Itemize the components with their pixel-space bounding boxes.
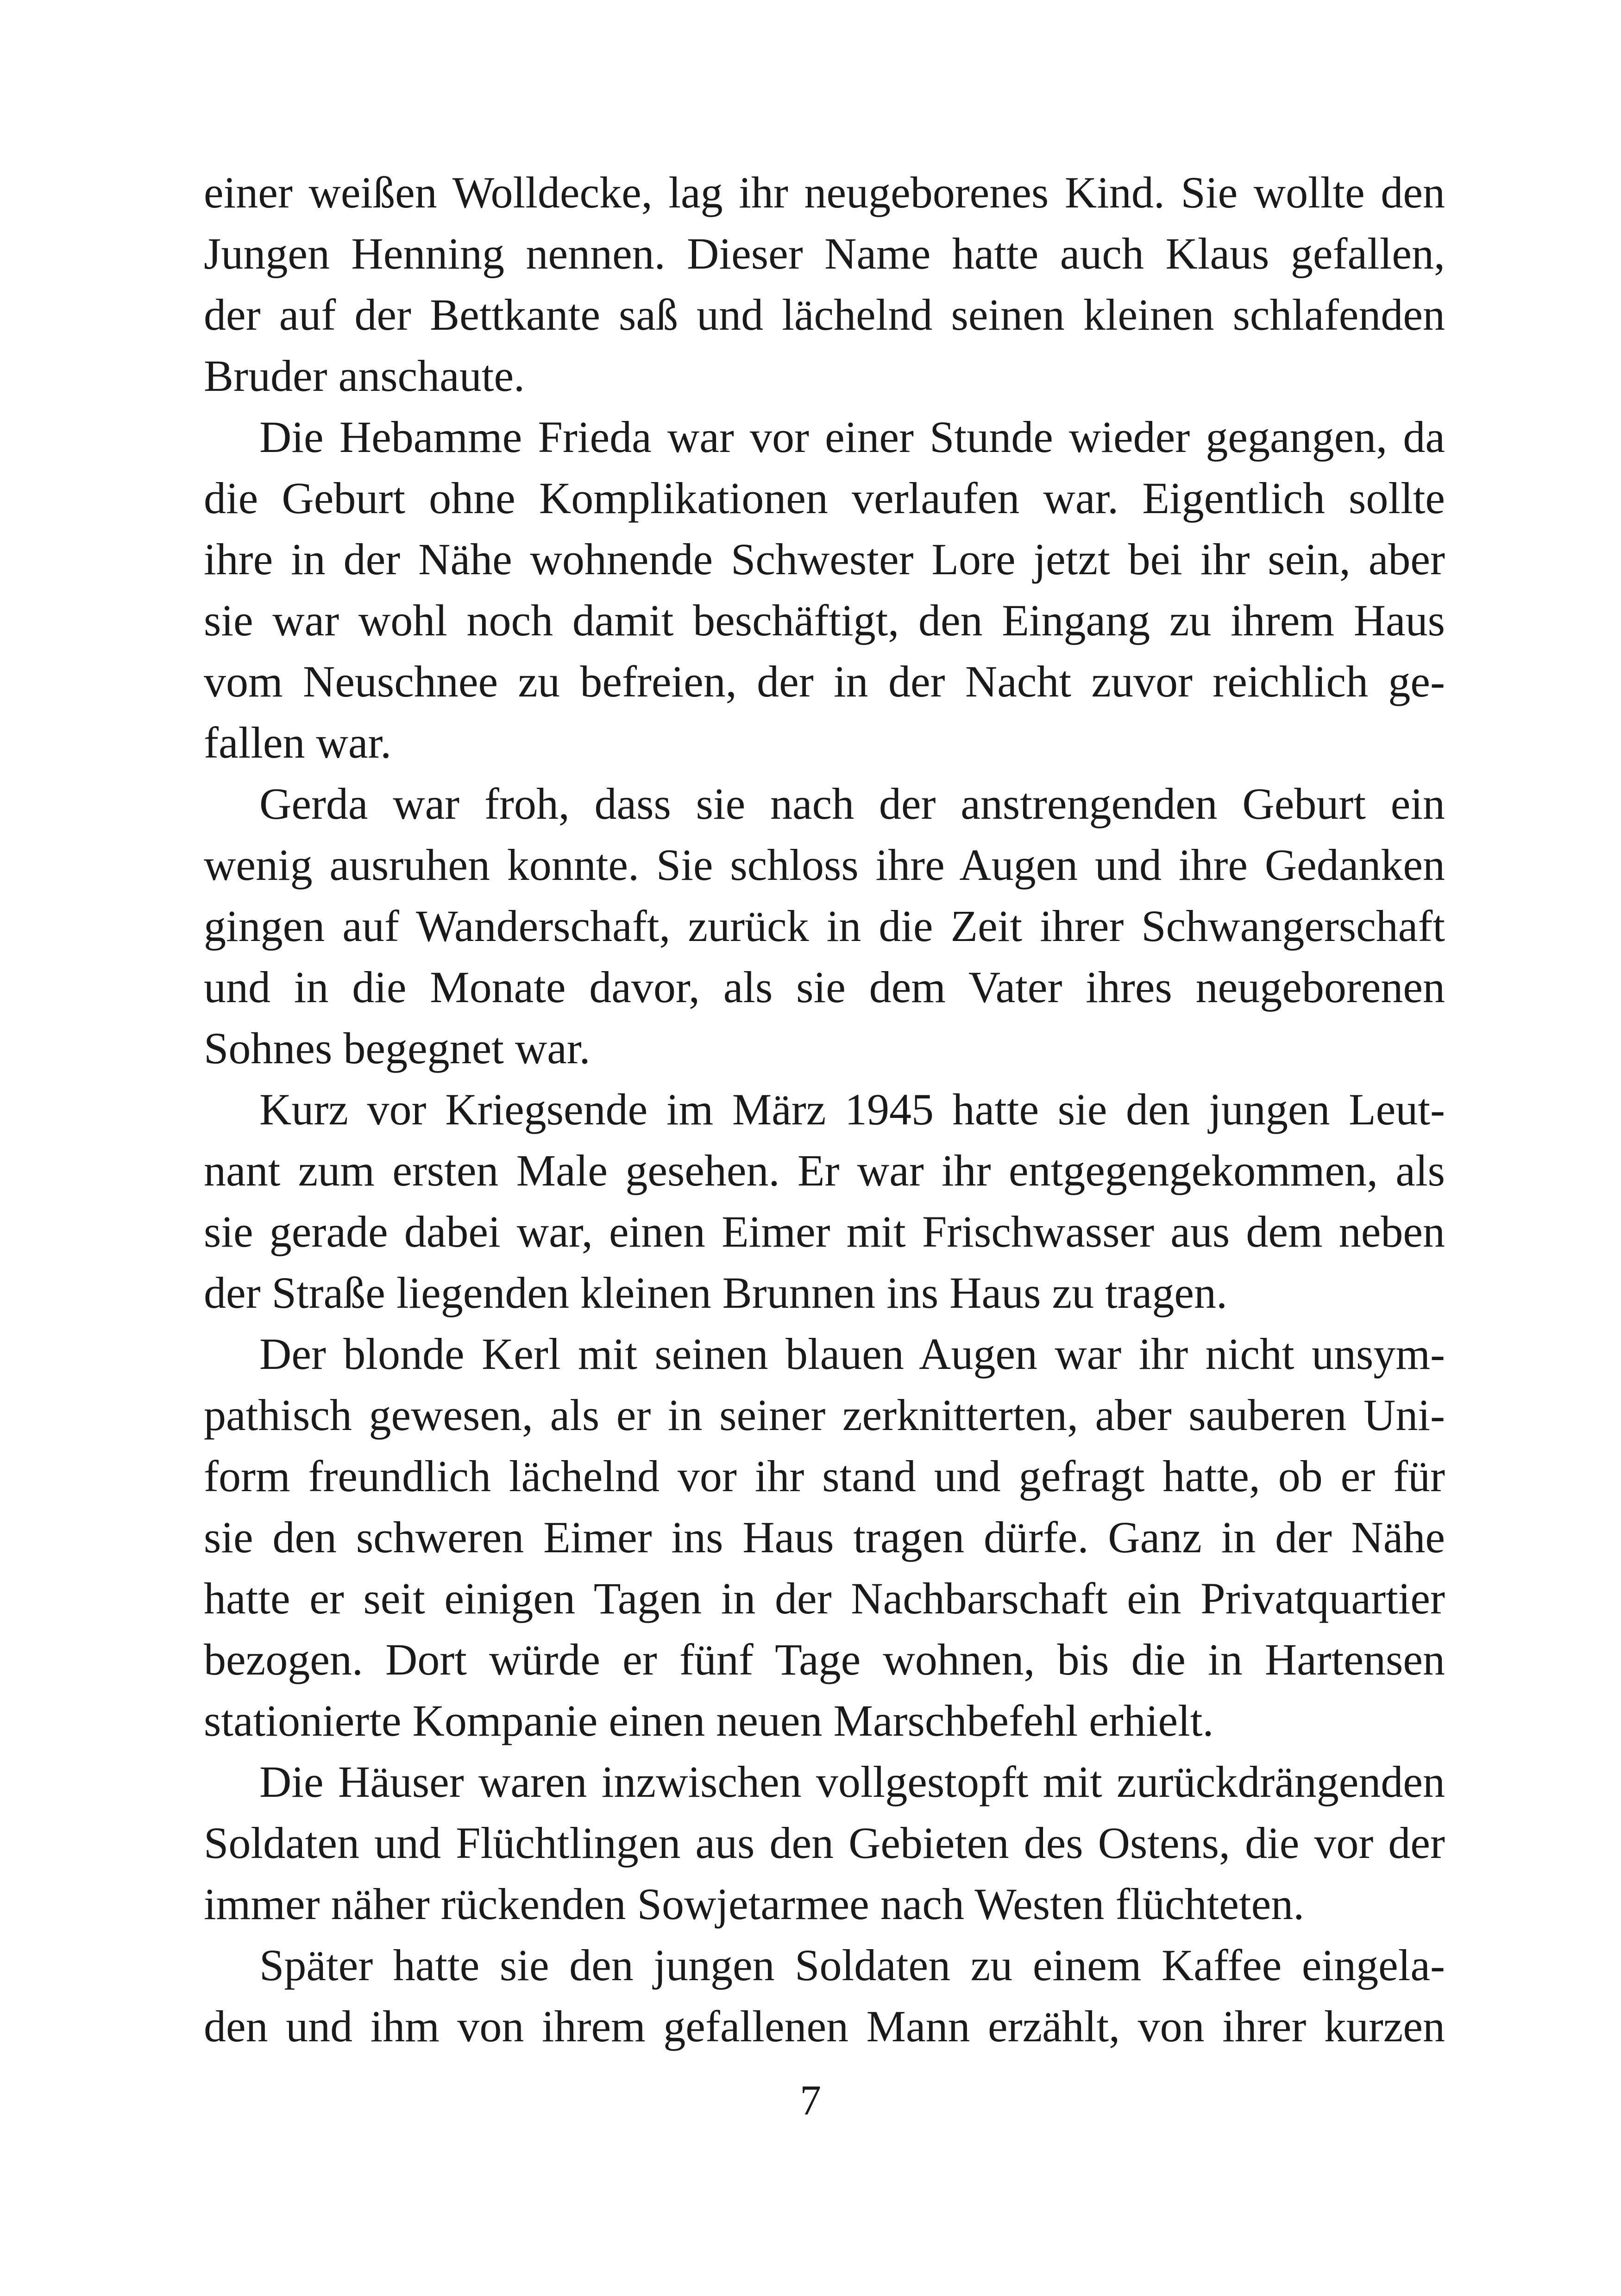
- text-line: bezogen. Dort würde er fünf Tage wohnen, bis die in Hartensen: [204, 1635, 1445, 1684]
- paragraph-4: [204, 1079, 1445, 1324]
- paragraph-2: [204, 407, 1445, 773]
- text-line: der Straße liegenden kleinen Brunnen ins Haus zu tragen.: [204, 1268, 1227, 1317]
- text-line: Die Häuser waren inzwischen vollgestopft mit zurückdrängenden: [259, 1757, 1445, 1807]
- text-line: immer näher rückenden Sowjetarmee nach Westen flüchteten.: [204, 1879, 1305, 1929]
- text-line: fallen war.: [204, 718, 392, 767]
- text-line: form freundlich lächelnd vor ihr stand und gefragt hatte, ob er für: [204, 1451, 1445, 1501]
- text-line: stationierte Kompanie einen neuen Marschbefehl erhielt.: [204, 1696, 1214, 1745]
- text-line: den und ihm von ihrem gefallenen Mann erzählt, von ihrer kurzen: [204, 2001, 1445, 2051]
- text-line: hatte er seit einigen Tagen in der Nachbarschaft ein Privatquartier: [204, 1574, 1445, 1623]
- paragraph-6: [204, 1751, 1445, 1935]
- text-line: Kurz vor Kriegsende im März 1945 hatte sie den jungen Leut-: [259, 1085, 1445, 1134]
- page-number: 7: [800, 2076, 821, 2124]
- text-line: die Geburt ohne Komplikationen verlaufen war. Eigentlich sollte: [204, 473, 1445, 523]
- text-line: Sohnes begegnet war.: [204, 1023, 591, 1073]
- text-line: sie war wohl noch damit beschäftigt, den Eingang zu ihrem Haus: [204, 596, 1445, 645]
- text-line: ihre in der Nähe wohnende Schwester Lore jetzt bei ihr sein, aber: [204, 534, 1445, 584]
- text-line: wenig ausruhen konnte. Sie schloss ihre Augen und ihre Gedanken: [204, 840, 1445, 890]
- text-line: sie den schweren Eimer ins Haus tragen dürfe. Ganz in der Nähe: [204, 1512, 1445, 1562]
- paragraph-3: [204, 773, 1445, 1079]
- text-line: Bruder anschaute.: [204, 351, 525, 401]
- text-line: pathisch gewesen, als er in seiner zerknitterten, aber sauberen Uni-: [204, 1390, 1445, 1440]
- text-line: Die Hebamme Frieda war vor einer Stunde wieder gegangen, da: [259, 412, 1445, 462]
- text-line: Jungen Henning nennen. Dieser Name hatte auch Klaus gefallen,: [204, 229, 1445, 278]
- text-line: vom Neuschnee zu befreien, der in der Nacht zuvor reichlich ge-: [204, 657, 1445, 706]
- text-line: Gerda war froh, dass sie nach der anstrengenden Geburt ein: [259, 779, 1445, 828]
- text-line: und in die Monate davor, als sie dem Vater ihres neugeborenen: [204, 962, 1445, 1012]
- paragraph-5: [204, 1324, 1445, 1751]
- body-text: [204, 162, 1445, 2057]
- text-line: einer weißen Wolldecke, lag ihr neugeborenes Kind. Sie wollte den: [204, 168, 1445, 217]
- paragraph-1: [204, 162, 1445, 407]
- text-line: sie gerade dabei war, einen Eimer mit Frischwasser aus dem neben: [204, 1207, 1445, 1256]
- paragraph-7: [204, 1935, 1445, 2057]
- text-line: Soldaten und Flüchtlingen aus den Gebieten des Ostens, die vor der: [204, 1818, 1445, 1868]
- text-line: nant zum ersten Male gesehen. Er war ihr entgegengekommen, als: [204, 1146, 1445, 1195]
- text-line: gingen auf Wanderschaft, zurück in die Zeit ihrer Schwangerschaft: [204, 901, 1445, 951]
- text-line: der auf der Bettkante saß und lächelnd seinen kleinen schlafenden: [204, 290, 1445, 339]
- text-line: Später hatte sie den jungen Soldaten zu einem Kaffee eingela-: [259, 1940, 1445, 1990]
- text-line: Der blonde Kerl mit seinen blauen Augen war ihr nicht unsym-: [259, 1329, 1445, 1379]
